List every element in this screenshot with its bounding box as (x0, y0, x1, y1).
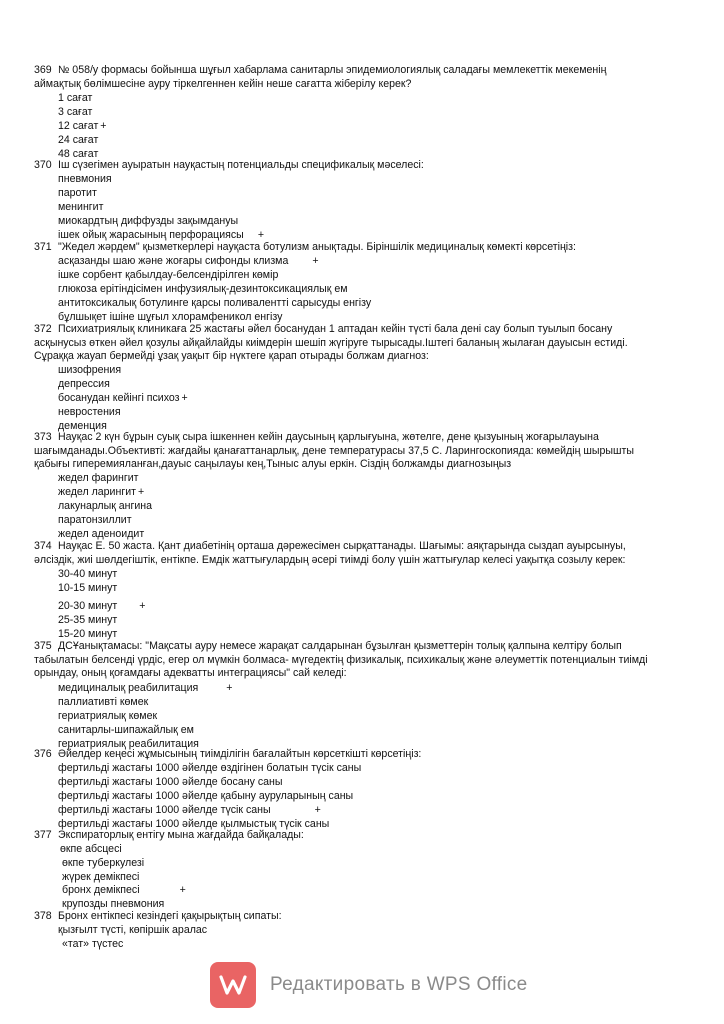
question-text: шағымданады.Объективті: жағдайы қанағаттанарлық, дене температурасы 37,5 С. Ларингоскопияда: көмейдің шырышты (34, 444, 635, 457)
answer-option: жедел фарингит (58, 472, 139, 484)
answer-option: 10-15 минут (58, 582, 118, 594)
question-text: әлсіздік, жиі шөлдегіштік, ентікпе. Емдік жаттығулардың әсері тиімді болу үшін жаттығулар келесі уақытқа созылу керек: (34, 553, 626, 566)
question-number: 371 (34, 241, 52, 253)
correct-mark: + (179, 884, 186, 896)
question-text: орындау, оның қоғамдағы адекватты интеграциясы" сай келеді: (34, 667, 347, 679)
answer-option: крупозды пневмония (62, 898, 165, 910)
correct-mark: + (139, 600, 146, 612)
question-text: Науқас Е. 50 жаста. Қант диабетінің орташа дәрежесімен сырқаттанады. Шағымы: аяқтарында сыздап ауырсынуы, (58, 540, 626, 552)
question-number: 370 (34, 159, 52, 171)
answer-option: лакунарлық ангина (58, 500, 153, 512)
answer-option: 48 сағат (58, 148, 99, 160)
question-text: Әйелдер кеңесі жұмысының тиімділігін бағалайтын көрсеткішті көрсетіңіз: (58, 748, 422, 760)
question-372 (34, 323, 694, 364)
correct-mark: + (137, 486, 145, 498)
answer-option: 20-30 минут + (58, 600, 146, 612)
answer-option: ішек ойық жарасының перфорациясы + (58, 229, 264, 241)
answer-option: ішке сорбент қабылдау-белсендірілген көмір (58, 269, 279, 281)
answer-option: антитоксикалық ботулинге қарсы поливалентті сарысуды енгізу (58, 297, 372, 309)
answer-option: невростения (58, 406, 121, 418)
answer-option: фертильді жастағы 1000 әйелде түсік саны + (58, 804, 321, 816)
correct-mark: + (314, 804, 321, 816)
question-number: 373 (34, 431, 52, 443)
question-number: 374 (34, 540, 52, 552)
answer-option: гериатриялық реабилитация (58, 738, 199, 750)
correct-mark: + (181, 392, 188, 404)
question-text: ДСҰанықтамасы: "Мақсаты ауру немесе жарақат салдарынан бұзылған қызметтерін толық қалпына келтіру болып (58, 640, 622, 652)
question-text: Іш сүзегімен ауыратын науқастың потенциальды спецификалық мәселесі: (58, 159, 424, 171)
answer-option: жүрек демікпесі (62, 871, 140, 883)
wps-logo-icon (210, 962, 256, 1008)
question-377 (34, 829, 694, 843)
answer-option: шизофрения (58, 364, 122, 376)
question-text: қабығы гиперемияланған,дауыс саңылауы кең,Тыныс алуы еркін. Сіздің болжамды диагнозыңыз (34, 458, 512, 470)
answer-option: паротит (58, 187, 97, 199)
question-text: "Жедел жәрдем" қызметкерлері науқаста ботулизм анықтады. Біріншілік медициналық көмекті көрсетіңіз: (58, 241, 576, 253)
answer-option: 30-40 минут (58, 568, 118, 580)
answer-option: босанудан кейінгі психоз + (58, 392, 188, 404)
answer-option: 25-35 минут (58, 614, 118, 626)
answer-option: 24 сағат (58, 134, 99, 146)
answer-option: гериатриялық көмек (58, 710, 158, 722)
answer-option: фертильді жастағы 1000 әйелде қылмыстық түсік саны (58, 818, 330, 830)
question-text: № 058/у формасы бойынша шұғыл хабарлама санитарлы эпидемиологиялық саладағы мемлекеттік мекеменің (58, 64, 607, 76)
answer-option: 1 сағат (58, 92, 93, 104)
answer-option: менингит (58, 201, 104, 213)
question-text: асқынусыз өткен әйел қозулы айқайлайды киімдерін шешіп жүгіруге тырысады.Іштегі баланың жылаған дауысын естиді. (34, 336, 628, 349)
question-text: Экспираторлық ентігу мына жағдайда байқалады: (58, 829, 304, 841)
correct-mark: + (312, 255, 319, 267)
answer-option: бұлшықет ішіне шұғыл хлорамфеникол енгізу (58, 311, 283, 323)
answer-option: паллиативті көмек (58, 696, 149, 708)
question-373 (34, 431, 694, 472)
question-number: 376 (34, 748, 52, 760)
answer-option: өкпе туберкулезі (62, 857, 145, 869)
answer-option: фертильді жастағы 1000 әйелде қабыну ауруларының саны (58, 790, 354, 802)
answer-option: бронх демікпесі + (62, 884, 186, 896)
question-text: Бронх ентікпесі кезіндегі қақырықтың сипаты: (58, 910, 282, 922)
answer-option: қызғылт түсті, көпіршік аралас (58, 924, 208, 936)
question-text: табылатын белсенді үрдіс, егер ол мүмкін болмаса- мүгедектің физикалық, психикалық және әлеуметтік потенциалын тиімді (34, 653, 648, 666)
question-376 (34, 748, 694, 762)
wps-edit-banner[interactable] (210, 962, 540, 1008)
answer-option: пневмония (58, 173, 112, 185)
answer-option: 12 сағат + (58, 120, 107, 132)
correct-mark: + (226, 682, 233, 694)
question-text: аймақтық бөлімшесіне ауру тіркелгеннен кейін неше сағатта жіберілу керек? (34, 77, 412, 90)
answer-option: глюкоза ерітіндісімен инфузиялық-дезинтоксикациялық ем (58, 283, 348, 295)
answer-option: асқазанды шаю және жоғары сифонды клизма + (58, 255, 319, 267)
question-number: 377 (34, 829, 52, 841)
answer-option: фертильді жастағы 1000 әйелде өздігінен болатын түсік саны (58, 762, 362, 774)
question-374 (34, 540, 694, 567)
answer-option: фертильді жастағы 1000 әйелде босану саны (58, 776, 283, 788)
answer-option: «тат» түстес (62, 938, 124, 950)
answer-option: деменция (58, 420, 107, 432)
question-371 (34, 241, 694, 255)
question-number: 372 (34, 323, 52, 335)
wps-w-glyph (218, 970, 248, 1000)
answer-option: миокардтың диффузды зақымдануы (58, 215, 239, 227)
answer-option: 15-20 минут (58, 628, 118, 640)
answer-option: жедел ларингит + (58, 486, 145, 498)
answer-option: жедел аденоидит (58, 528, 145, 540)
question-370 (34, 159, 694, 173)
correct-mark: + (257, 229, 264, 241)
question-375 (34, 640, 694, 681)
answer-option: өкпе абсцесі (60, 843, 122, 855)
question-number: 369 (34, 64, 52, 76)
answer-option: медициналық реабилитация + (58, 682, 233, 694)
question-text: Психиатриялық клиникаға 25 жастағы әйел босанудан 1 аптадан кейін түсті бала дені сау болып туылып босану (58, 323, 613, 335)
question-number: 375 (34, 640, 52, 652)
correct-mark: + (100, 120, 107, 132)
question-378 (34, 910, 694, 924)
answer-option: паратонзиллит (58, 514, 132, 526)
answer-option: санитарлы-шипажайлық ем (58, 724, 194, 736)
question-text: Сұраққа жауап бермейді ұзақ уақыт бір нүктеге қарап отырады болжам диагноз: (34, 350, 429, 362)
question-text: Науқас 2 күн бұрын суық сыра ішкеннен кейін даусының қарлығуына, жөтелге, дене қызуының жоғарылауына (58, 431, 599, 443)
wps-edit-label: Редактировать в WPS Office (270, 974, 528, 995)
question-369 (34, 64, 694, 91)
answer-option: депрессия (58, 378, 110, 390)
answer-option: 3 сағат (58, 106, 93, 118)
question-number: 378 (34, 910, 52, 922)
